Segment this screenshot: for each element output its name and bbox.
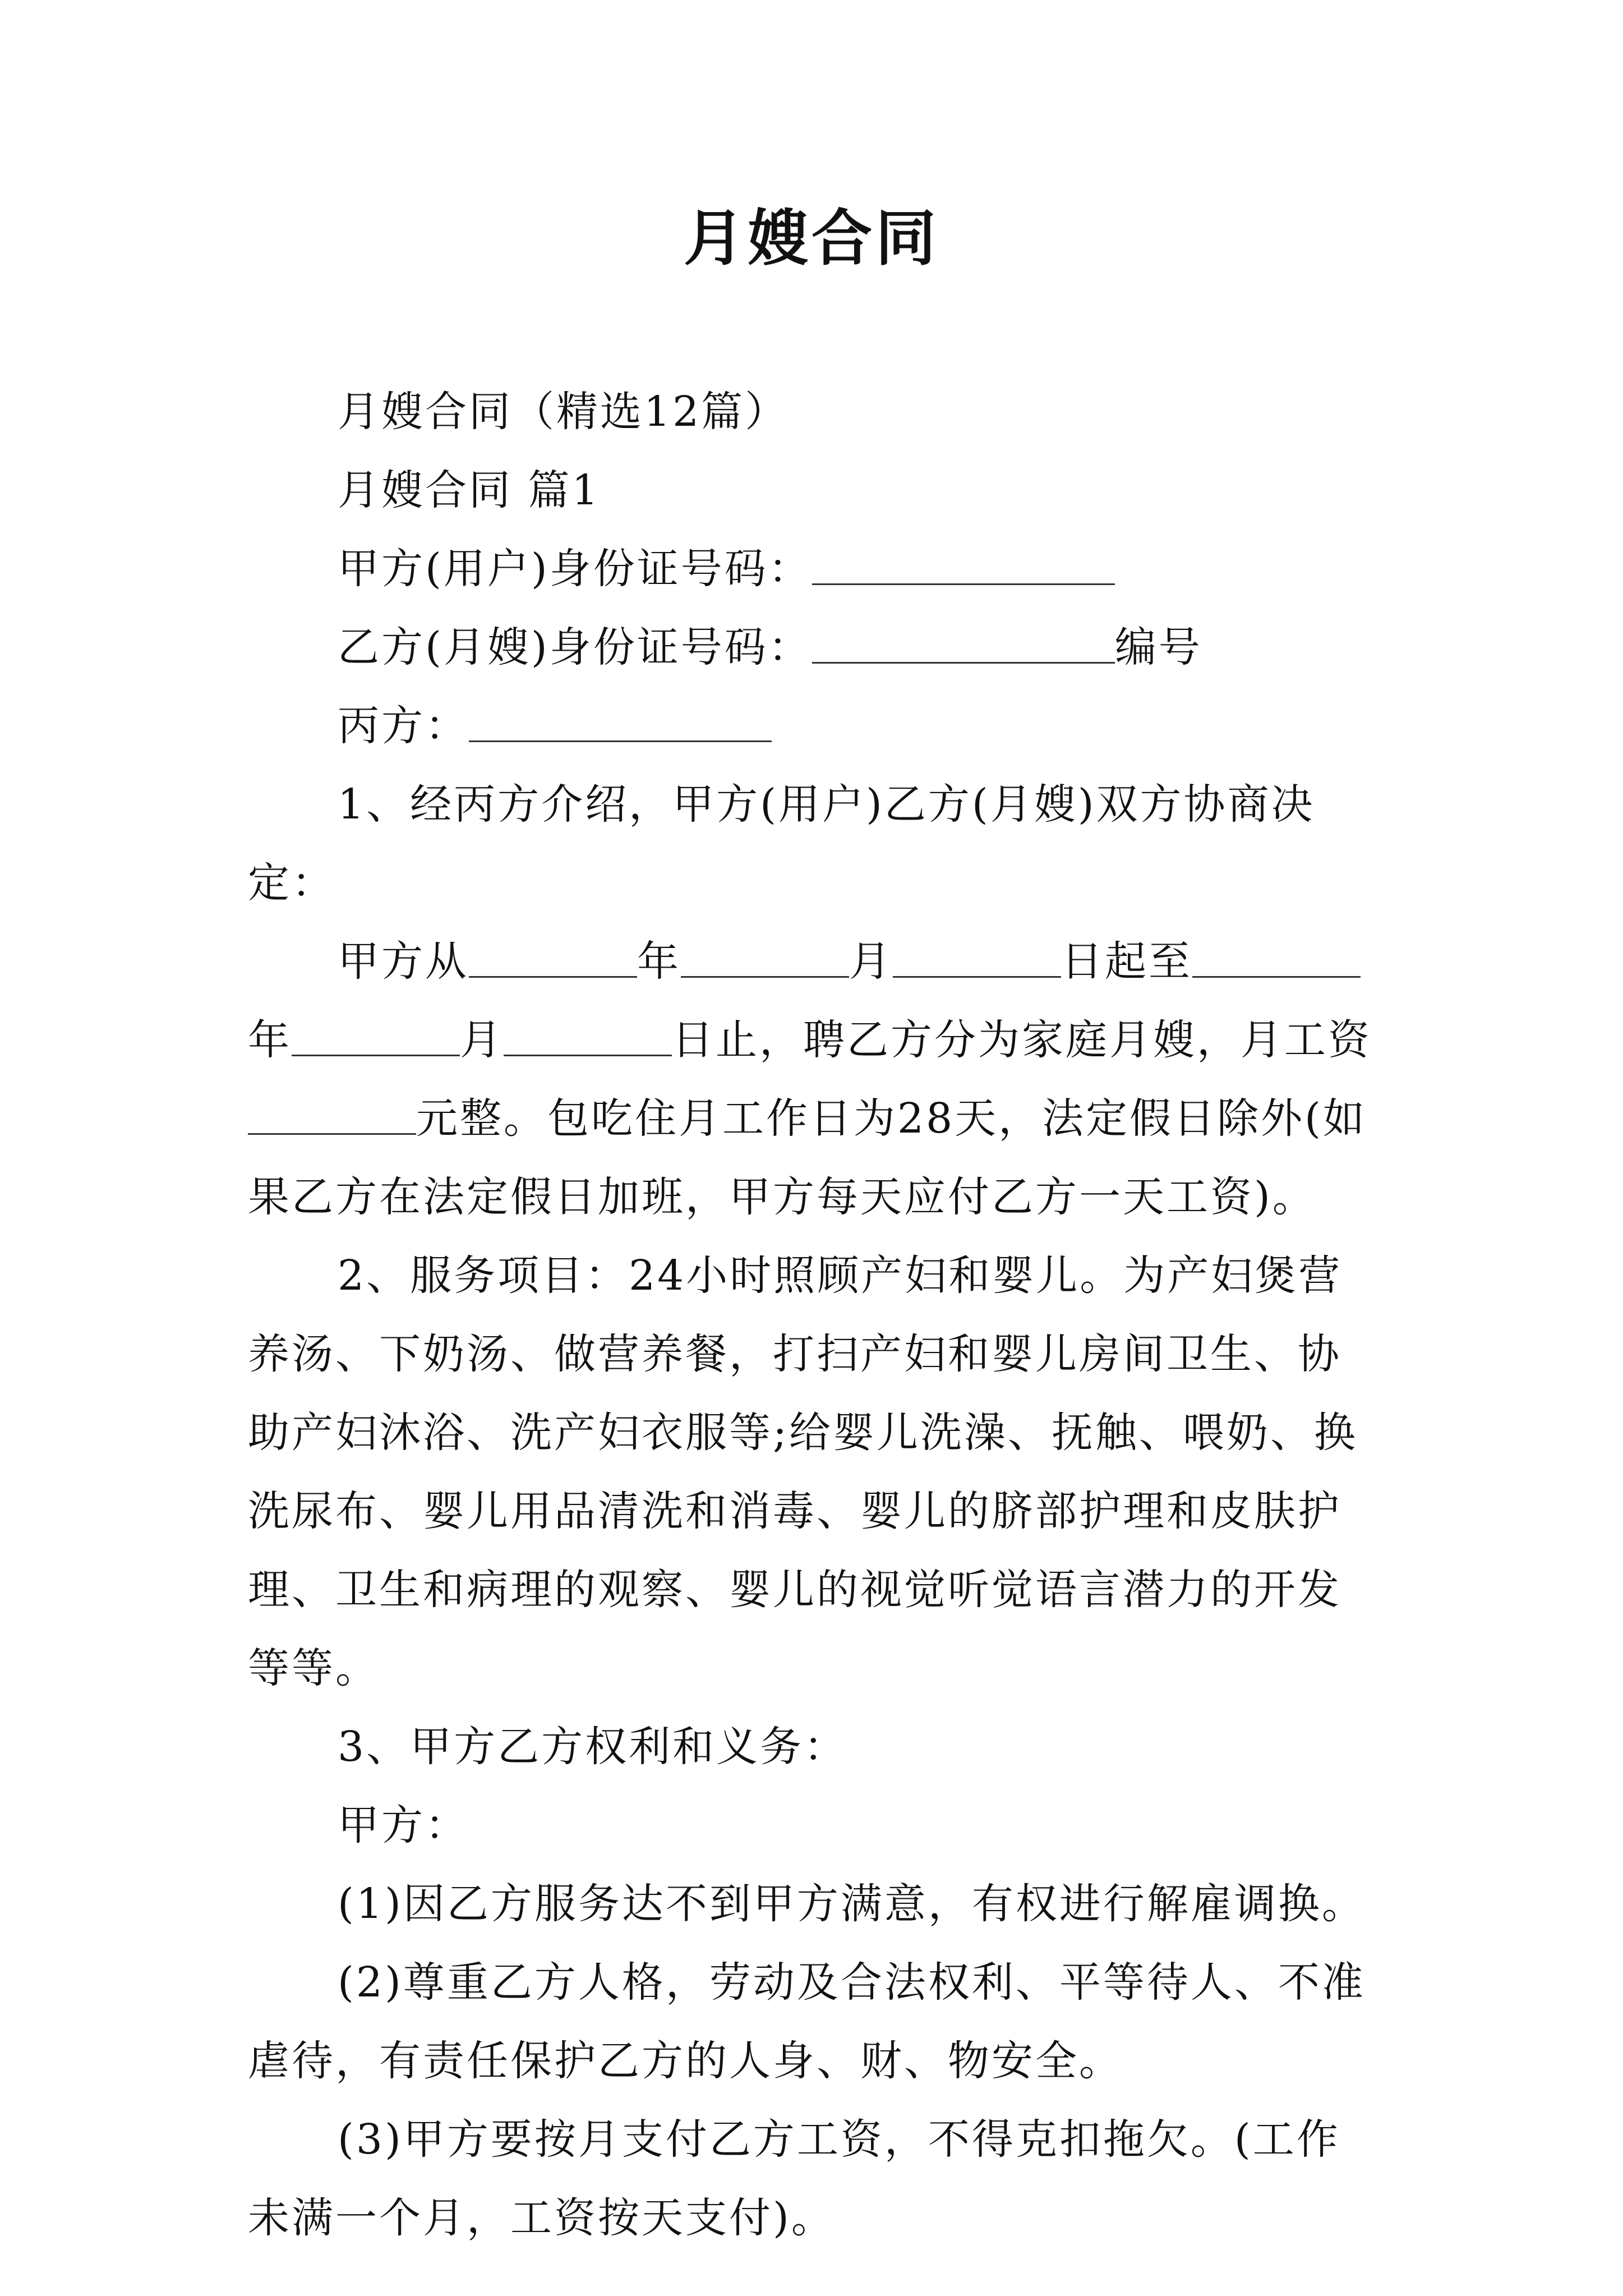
clause-1-rest: 元整。包吃住月工作日为28天，法定假日除外(如果乙方在法定假日加班，甲方每天应付乙方一天工资)。 — [248, 1094, 1367, 1221]
start-month-label: 月 — [849, 937, 893, 986]
salary-blank — [248, 1092, 416, 1135]
start-year-label: 年 — [637, 937, 681, 986]
party-c-label: 丙方： — [338, 702, 469, 750]
document-subtitle: 月嫂合同（精选12篇） — [338, 388, 789, 436]
party-a-item-3: (3)甲方要按月支付乙方工资，不得克扣拖欠。(工作未满一个月，工资按天支付)。 — [248, 2115, 1340, 2242]
party-b-id-blank — [812, 620, 1115, 664]
party-c-blank — [469, 699, 772, 742]
start-year-blank — [469, 935, 637, 978]
document-title: 月嫂合同 — [683, 203, 939, 274]
party-a-item-2: (2)尊重乙方人格，劳动及合法权利、平等待人、不准虐待，有责任保护乙方的人身、财、物安全。 — [248, 1958, 1366, 2085]
party-a-label: 甲方(用户)身份证号码： — [338, 545, 812, 593]
end-year-label: 年 — [248, 1016, 292, 1064]
chapter-heading: 月嫂合同 篇1 — [338, 466, 601, 514]
end-day-blank — [504, 1013, 672, 1056]
clause-1-from-label: 甲方从 — [338, 937, 469, 986]
end-year-blank — [1192, 935, 1361, 978]
party-b-number-label: 编号 — [1114, 623, 1202, 671]
party-a-id-line — [248, 530, 1375, 608]
end-month-blank — [292, 1013, 460, 1056]
clause-1-intro: 1、经丙方介绍，甲方(用户)乙方(月嫂)双方协商决定： — [248, 780, 1315, 907]
clause-1-terms — [248, 922, 1375, 1236]
start-day-blank — [893, 935, 1061, 978]
party-c-line — [248, 687, 1375, 765]
document-body — [248, 372, 1375, 2257]
start-day-label: 日起至 — [1061, 937, 1192, 986]
clause-3-heading: 3、甲方乙方权利和义务： — [338, 1723, 848, 1771]
end-month-label: 月 — [460, 1016, 504, 1064]
end-day-label: 日止，聘乙方分为家庭月嫂，月工资 — [672, 1016, 1372, 1064]
party-a-heading: 甲方： — [338, 1801, 469, 1849]
party-b-id-line — [248, 608, 1375, 687]
clause-2: 2、服务项目：24小时照顾产妇和婴儿。为产妇煲营养汤、下奶汤、做营养餐，打扫产妇和婴儿房间卫生、协助产妇沐浴、洗产妇衣服等;给婴儿洗澡、抚触、喂奶、换洗尿布、婴儿用品清洗和消毒、婴儿的脐部护理和皮肤护理、卫生和病理的观察、婴儿的视觉听觉语言潜力的开发等等。 — [248, 1251, 1358, 1692]
party-a-id-blank — [812, 542, 1115, 585]
start-month-blank — [681, 935, 849, 978]
party-a-item-1: (1)因乙方服务达不到甲方满意，有权进行解雇调换。 — [338, 1880, 1366, 1928]
party-b-label: 乙方(月嫂)身份证号码： — [338, 623, 812, 671]
